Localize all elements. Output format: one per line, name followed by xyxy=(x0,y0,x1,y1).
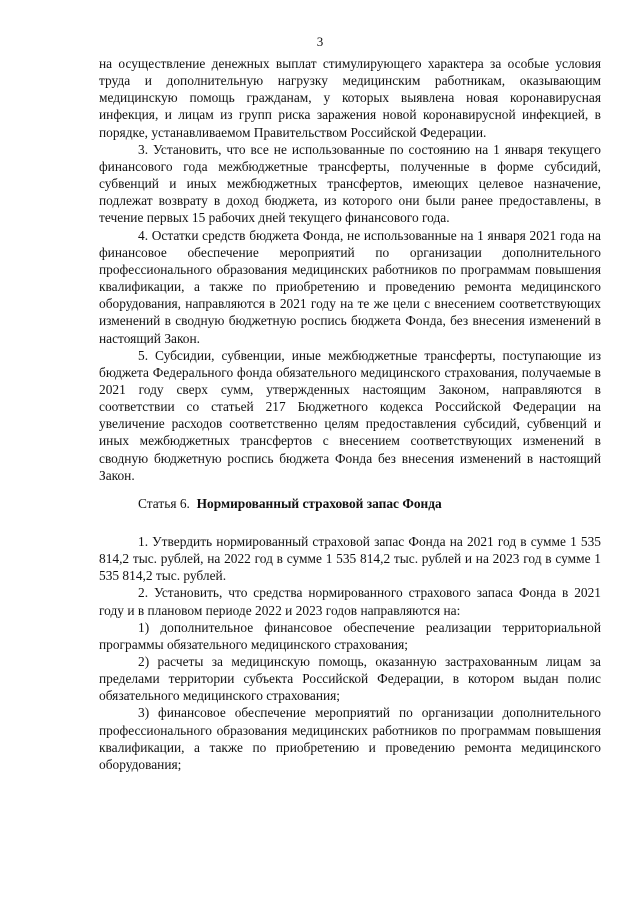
article-label: Статья 6. xyxy=(138,495,190,511)
paragraph-item-5: 5. Субсидии, субвенции, иные межбюджетные трансферты, поступающие из бюджета Федерального фонда обязательного медицинского страхования, получаемые в 2021 году сверх сумм, утвержденных настоящим Законом, направляются в соответствии со статьей 217 Бюджетного кодекса Российской Федерации на увеличение расходов соответственно целям предоставления субсидий, субвенций и иных межбюджетных трансфертов с внесением соответствующих изменений в сводную бюджетную роспись бюджета Фонда без внесения изменений в настоящий Закон. xyxy=(99,347,601,483)
paragraph-item-4: 4. Остатки средств бюджета Фонда, не использованные на 1 января 2021 года на финансовое обеспечение мероприятий по организации дополнительного профессионального образования медицинских работников по программам повышения квалификации, а также по приобретению и проведению ремонта медицинского оборудования, направляются в 2021 году на те же цели с внесением соответствующих изменений в сводную бюджетную роспись бюджета Фонда, без внесения изменений в настоящий Закон. xyxy=(99,227,601,346)
paragraph-article6-item-2: 2. Установить, что средства нормированного страхового запаса Фонда в 2021 году и в плановом периоде 2022 и 2023 годов направляются на: xyxy=(99,585,601,618)
list-item-2: 2) расчеты за медицинскую помощь, оказанную застрахованным лицам за пределами территории субъекта Российской Федерации, в котором выдан полис обязательного медицинского страхования; xyxy=(99,654,601,704)
paragraph-continuation: на осуществление денежных выплат стимулирующего характера за особые условия труда и дополнительную нагрузку медицинским работникам, оказывающим медицинскую помощь гражданам, у которых выявлена новая коронавирусная инфекция, и лицам из групп риска заражения новой коронавирусной инфекцией, в порядке, устанавливаемом Правительством Российской Федерации. xyxy=(99,56,601,140)
spacer xyxy=(99,512,601,533)
article-title: Нормированный страховой запас Фонда xyxy=(196,495,442,511)
list-item-3: 3) финансовое обеспечение мероприятий по организации дополнительного профессионального образования медицинских работников по программам повышения квалификации, а также по приобретению и проведению ремонта медицинского оборудования; xyxy=(99,705,601,772)
list-item-1: 1) дополнительное финансовое обеспечение реализации территориальной программы обязательного медицинского страхования; xyxy=(99,619,601,652)
spacer xyxy=(99,484,601,495)
document-body xyxy=(99,55,601,773)
paragraph-article6-item-1: 1. Утвердить нормированный страховой запас Фонда на 2021 год в сумме 1 535 814,2 тыс. рублей, на 2022 год в сумме 1 535 814,2 тыс. рублей и на 2023 год в сумме 1 535 814,2 тыс. рублей. xyxy=(99,533,601,584)
article-heading xyxy=(99,495,601,512)
paragraph-item-3: 3. Установить, что все не использованные по состоянию на 1 января текущего финансового года межбюджетные трансферты, полученные в форме субсидий, субвенций и иных межбюджетных трансфертов, имеющих целевое назначение, подлежат возврату в доход бюджета, из которого они были ранее предоставлены, в течение первых 15 рабочих дней текущего финансового года. xyxy=(99,141,601,226)
page-number: 3 xyxy=(316,34,324,49)
